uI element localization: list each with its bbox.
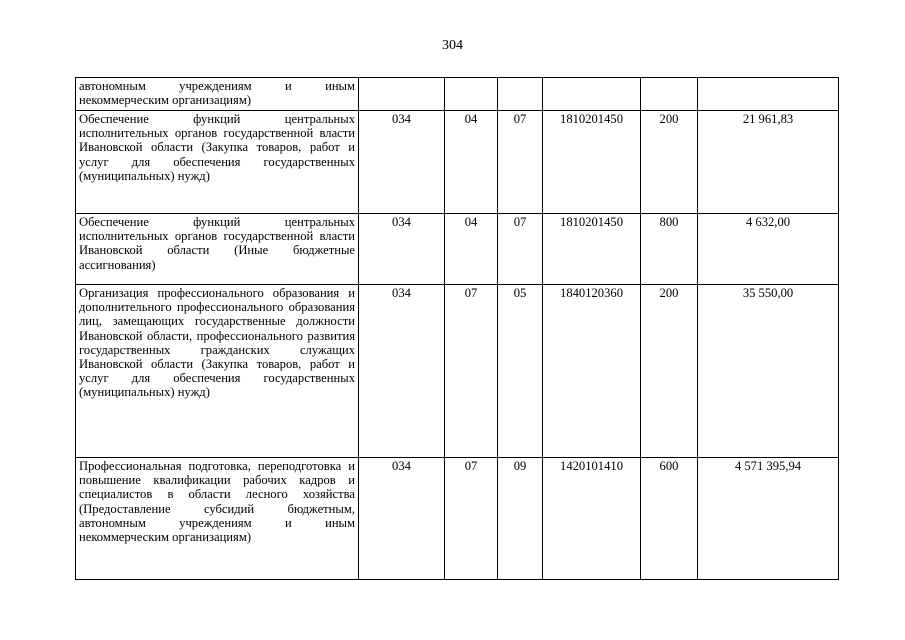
budget-table: [75, 77, 839, 580]
row-expense-type: 200: [641, 285, 698, 458]
row-grbs-code: 034: [359, 214, 445, 285]
row-section-code: 04: [445, 214, 498, 285]
row-target-article: 1420101410: [543, 458, 641, 580]
row-target-article: [543, 78, 641, 111]
table-row: [76, 214, 839, 285]
row-amount: 21 961,83: [698, 111, 839, 214]
row-section-code: [445, 78, 498, 111]
table-row: [76, 78, 839, 111]
table-row: [76, 458, 839, 580]
row-subsection-code: 09: [498, 458, 543, 580]
row-expense-type: 800: [641, 214, 698, 285]
row-subsection-code: 07: [498, 111, 543, 214]
row-description: Организация профессионального образования и дополнительного профессионального образования лиц, замещающих государственные должности Ивановской области, профессионального развития государственных гражданских служащих Ивановской области (Закупка товаров, работ и услуг для обеспечения государственных (муниципальных) нужд): [76, 285, 359, 458]
row-target-article: 1810201450: [543, 111, 641, 214]
row-description: автономным учреждениям и иным некоммерческим организациям): [76, 78, 359, 111]
row-description: Обеспечение функций центральных исполнительных органов государственной власти Ивановской области (Закупка товаров, работ и услуг для обеспечения государственных (муниципальных) нужд): [76, 111, 359, 214]
table-row: [76, 285, 839, 458]
row-amount: 4 571 395,94: [698, 458, 839, 580]
row-description: Профессиональная подготовка, переподготовка и повышение квалификации рабочих кадров и специалистов в области лесного хозяйства (Предоставление субсидий бюджетным, автономным учреждениям и иным некоммерческим организациям): [76, 458, 359, 580]
row-expense-type: [641, 78, 698, 111]
row-target-article: 1840120360: [543, 285, 641, 458]
row-section-code: 04: [445, 111, 498, 214]
row-amount: 35 550,00: [698, 285, 839, 458]
row-grbs-code: 034: [359, 285, 445, 458]
row-target-article: 1810201450: [543, 214, 641, 285]
row-grbs-code: 034: [359, 111, 445, 214]
page-number: 304: [442, 38, 463, 53]
row-description: Обеспечение функций центральных исполнительных органов государственной власти Ивановской области (Иные бюджетные ассигнования): [76, 214, 359, 285]
row-grbs-code: [359, 78, 445, 111]
row-subsection-code: 05: [498, 285, 543, 458]
row-expense-type: 600: [641, 458, 698, 580]
row-grbs-code: 034: [359, 458, 445, 580]
table-row: [76, 111, 839, 214]
row-expense-type: 200: [641, 111, 698, 214]
row-amount: 4 632,00: [698, 214, 839, 285]
row-subsection-code: 07: [498, 214, 543, 285]
row-amount: [698, 78, 839, 111]
row-subsection-code: [498, 78, 543, 111]
row-section-code: 07: [445, 285, 498, 458]
row-section-code: 07: [445, 458, 498, 580]
